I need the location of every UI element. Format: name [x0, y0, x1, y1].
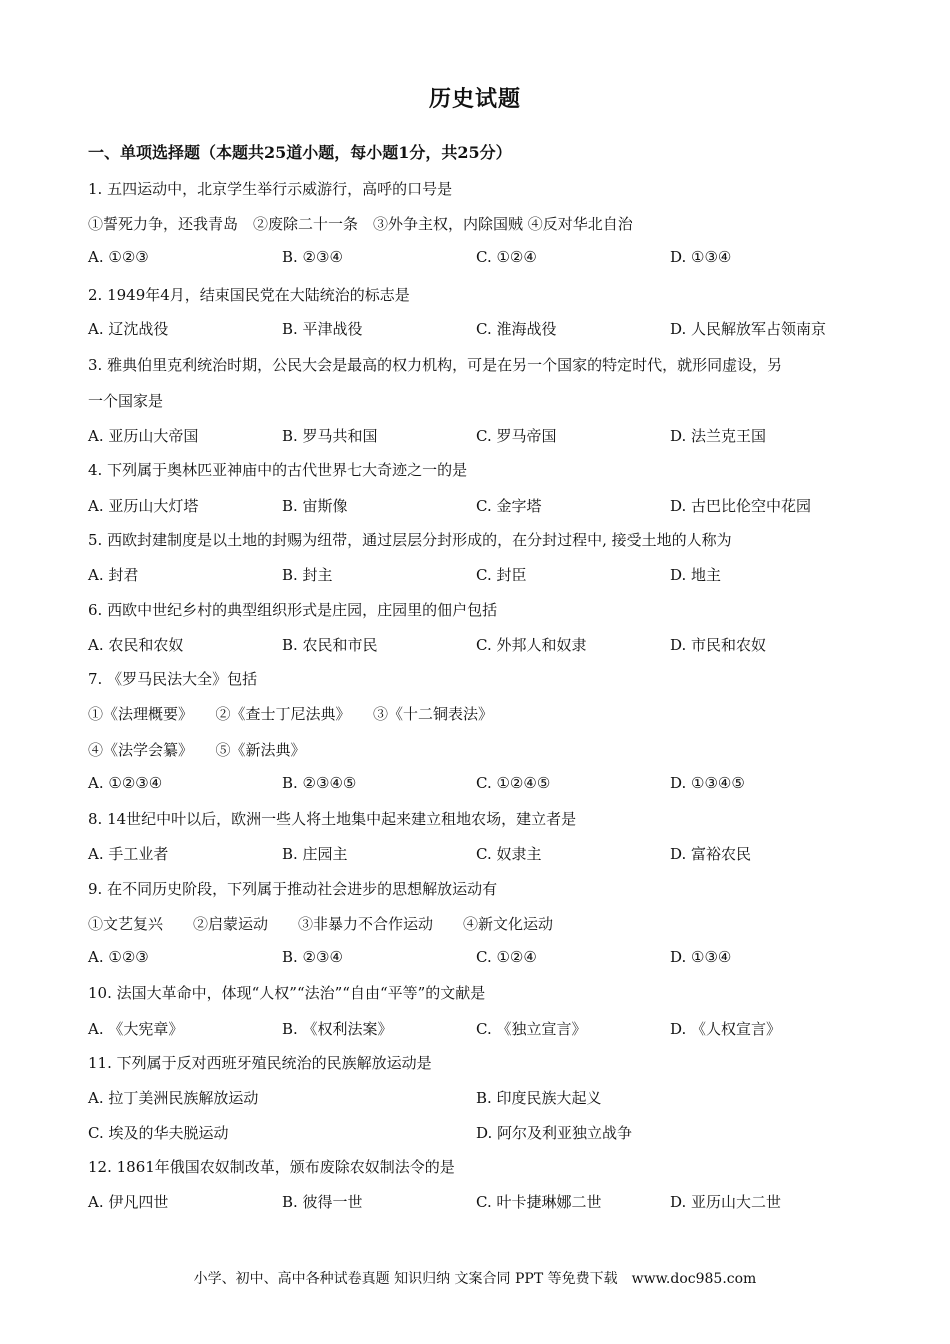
question-12-option-d: D. 亚历山大二世 [670, 1193, 782, 1211]
question-3-option-c: C. 罗马帝国 [476, 427, 557, 445]
question-4-option-b: B. 宙斯像 [282, 497, 348, 515]
question-11-option-b: B. 印度民族大起义 [476, 1089, 602, 1107]
question-3-stem: 3. 雅典伯里克利统治时期，公民大会是最高的权力机构，可是在另一个国家的特定时代，就形同虚设，另 [88, 356, 783, 374]
question-9-items: ①文艺复兴 ②启蒙运动 ③非暴力不合作运动 ④新文化运动 [88, 915, 554, 933]
question-1-stem: 1. 五四运动中，北京学生举行示威游行，高呼的口号是 [88, 180, 453, 198]
question-7-items-1: ①《法理概要》 ②《查士丁尼法典》 ③《十二铜表法》 [88, 705, 494, 723]
question-6-option-b: B. 农民和市民 [282, 636, 378, 654]
question-7-stem: 7. 《罗马民法大全》包括 [88, 670, 258, 688]
question-12-option-a: A. 伊凡四世 [88, 1193, 169, 1211]
question-5-option-a: A. 封君 [88, 566, 139, 584]
question-8-option-d: D. 富裕农民 [670, 845, 752, 863]
question-12-option-c: C. 叶卡捷琳娜二世 [476, 1193, 602, 1211]
question-5-option-d: D. 地主 [670, 566, 722, 584]
question-2-option-d: D. 人民解放军占领南京 [670, 320, 827, 338]
question-10-option-c: C. 《独立宣言》 [476, 1020, 587, 1038]
question-5-stem: 5. 西欧封建制度是以土地的封赐为纽带，通过层层分封形成的，在分封过程中, 接受土地的人称为 [88, 531, 732, 549]
question-5-option-b: B. 封主 [282, 566, 333, 584]
question-9-option-c: C. ①②④ [476, 948, 537, 966]
question-3-option-b: B. 罗马共和国 [282, 427, 378, 445]
page-footer: 小学、初中、高中各种试卷真题 知识归纳 文案合同 PPT 等免费下载 www.doc985.com [193, 1271, 757, 1287]
question-4-stem: 4. 下列属于奥林匹亚神庙中的古代世界七大奇迹之一的是 [88, 461, 468, 479]
question-2-option-b: B. 平津战役 [282, 320, 363, 338]
question-7-items-2: ④《法学会纂》 ⑤《新法典》 [88, 741, 306, 759]
question-3-option-d: D. 法兰克王国 [670, 427, 767, 445]
section-heading: 一、单项选择题（本题共25道小题，每小题1分，共25分） [88, 143, 512, 162]
question-11-option-a: A. 拉丁美洲民族解放运动 [88, 1089, 259, 1107]
question-9-stem: 9. 在不同历史阶段，下列属于推动社会进步的思想解放运动有 [88, 880, 498, 898]
question-1-option-a: A. ①②③ [88, 248, 149, 266]
question-4-option-d: D. 古巴比伦空中花园 [670, 497, 812, 515]
question-11-option-d: D. 阿尔及利亚独立战争 [476, 1124, 633, 1142]
question-7-option-c: C. ①②④⑤ [476, 774, 551, 792]
question-4-option-a: A. 亚历山大灯塔 [88, 497, 199, 515]
question-2-option-a: A. 辽沈战役 [88, 320, 169, 338]
question-10-option-b: B. 《权利法案》 [282, 1020, 393, 1038]
question-9-option-d: D. ①③④ [670, 948, 732, 966]
question-6-option-c: C. 外邦人和奴隶 [476, 636, 587, 654]
question-5-option-c: C. 封臣 [476, 566, 527, 584]
question-8-option-a: A. 手工业者 [88, 845, 169, 863]
question-3-stem-cont: 一个国家是 [88, 392, 164, 410]
question-7-option-a: A. ①②③④ [88, 774, 163, 792]
question-8-option-b: B. 庄园主 [282, 845, 348, 863]
question-1-option-c: C. ①②④ [476, 248, 537, 266]
question-4-option-c: C. 金字塔 [476, 497, 542, 515]
question-10-stem: 10. 法国大革命中，体现“人权”“法治”“自由“平等”的文献是 [88, 984, 486, 1002]
question-10-option-d: D. 《人权宣言》 [670, 1020, 782, 1038]
question-11-option-c: C. 埃及的华夫脱运动 [88, 1124, 229, 1142]
question-1-items: ①誓死力争，还我青岛 ②废除二十一条 ③外争主权，内除国贼 ④反对华北自治 [88, 215, 633, 233]
question-12-stem: 12. 1861年俄国农奴制改革，颁布废除农奴制法令的是 [88, 1158, 455, 1176]
question-8-stem: 8. 14世纪中叶以后，欧洲一些人将土地集中起来建立租地农场，建立者是 [88, 810, 577, 828]
question-2-option-c: C. 淮海战役 [476, 320, 557, 338]
question-9-option-b: B. ②③④ [282, 948, 343, 966]
question-6-option-d: D. 市民和农奴 [670, 636, 767, 654]
question-7-option-d: D. ①③④⑤ [670, 774, 745, 792]
question-12-option-b: B. 彼得一世 [282, 1193, 363, 1211]
question-9-option-a: A. ①②③ [88, 948, 149, 966]
page-title: 历史试题 [428, 86, 521, 112]
question-6-option-a: A. 农民和农奴 [88, 636, 184, 654]
question-10-option-a: A. 《大宪章》 [88, 1020, 184, 1038]
question-6-stem: 6. 西欧中世纪乡村的典型组织形式是庄园，庄园里的佃户包括 [88, 601, 498, 619]
question-1-option-d: D. ①③④ [670, 248, 732, 266]
question-7-option-b: B. ②③④⑤ [282, 774, 357, 792]
question-2-stem: 2. 1949年4月，结束国民党在大陆统治的标志是 [88, 286, 410, 304]
question-11-stem: 11. 下列属于反对西班牙殖民统治的民族解放运动是 [88, 1054, 432, 1072]
question-1-option-b: B. ②③④ [282, 248, 343, 266]
question-3-option-a: A. 亚历山大帝国 [88, 427, 199, 445]
question-8-option-c: C. 奴隶主 [476, 845, 542, 863]
